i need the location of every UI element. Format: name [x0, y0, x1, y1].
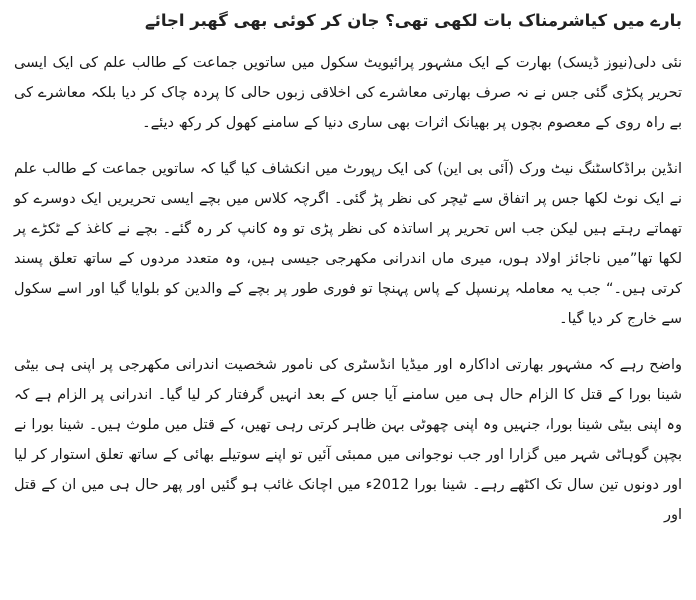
article-paragraph-1: نئی دلی(نیوز ڈیسک) بھارت کے ایک مشہور پرائیویٹ سکول میں ساتویں جماعت کے طالب علم کی ایک ایسی تحریر پکڑی گئی جس نے نہ صرف بھارتی معاشرے کی اخلاقی زبوں حالی کا پردہ چاک کر دیا بلکہ معاشرے کی بے راہ روی کے معصوم بچوں پر بھیانک اثرات بھی ساری دنیا کے سامنے کھول کر رکھ دیئے۔ — [14, 55, 682, 131]
article-paragraph-2: انڈین براڈکاسٹنگ نیٹ ورک (آئی بی این) کی ایک رپورٹ میں انکشاف کیا گیا کہ ساتویں جماعت کے طالب علم نے ایک نوٹ لکھا جس پر اتفاق سے ٹیچر کی نظر پڑ گئی۔ اگرچہ کلاس میں بچے ایسی تحریریں ایک دوسرے کو تھماتے رہتے ہیں لیکن جب اس تحریر پر اساتذہ کی نظر پڑی تو وہ کانپ کر رہ گئے۔ بچے نے کاغذ کے ٹکڑے پر لکھا تھا”میں ناجائز اولاد ہوں، میری ماں اندرانی مکھرجی جیسی ہیں، وہ متعدد مردوں کے ساتھ تعلق پسند کرتی ہیں۔“ جب یہ معاملہ پرنسپل کے پاس پہنچا تو فوری طور پر بچے کے والدین کو بلوایا گیا اور اسے سکول سے خارج کر دیا گیا۔ — [14, 161, 682, 327]
article — [14, 0, 682, 530]
article-headline: بارے میں کیاشرمناک بات لکھی تھی؟ جان کر کوئی بھی گھبر اجائے — [144, 11, 682, 30]
article-paragraph-3: واضح رہے کہ مشہور بھارتی اداکارہ اور میڈیا انڈسٹری کی نامور شخصیت اندرانی مکھرجی پر اپنی ہی بیٹی شینا بورا کے قتل کا الزام حال ہی میں سامنے آیا جس کے بعد انہیں گرفتار کر لیا گیا۔ اندرانی پر الزام ہے کہ وہ اپنی بیٹی شینا بورا، جنہیں وہ اپنی چھوٹی بہن ظاہر کرتی رہی تھیں، کے قتل میں ملوث ہیں۔ شینا بورا نے بچپن گوہاٹی شہر میں گزارا اور جب نوجوانی میں ممبئی آئیں تو اپنے سوتیلے بھائی کے ساتھ تعلق استوار کر لیا اور دونوں تین سال تک اکٹھے رہے۔ شینا بورا 2012ء میں اچانک غائب ہو گئیں اور پھر حال ہی میں ان کے قتل اور — [14, 357, 682, 523]
